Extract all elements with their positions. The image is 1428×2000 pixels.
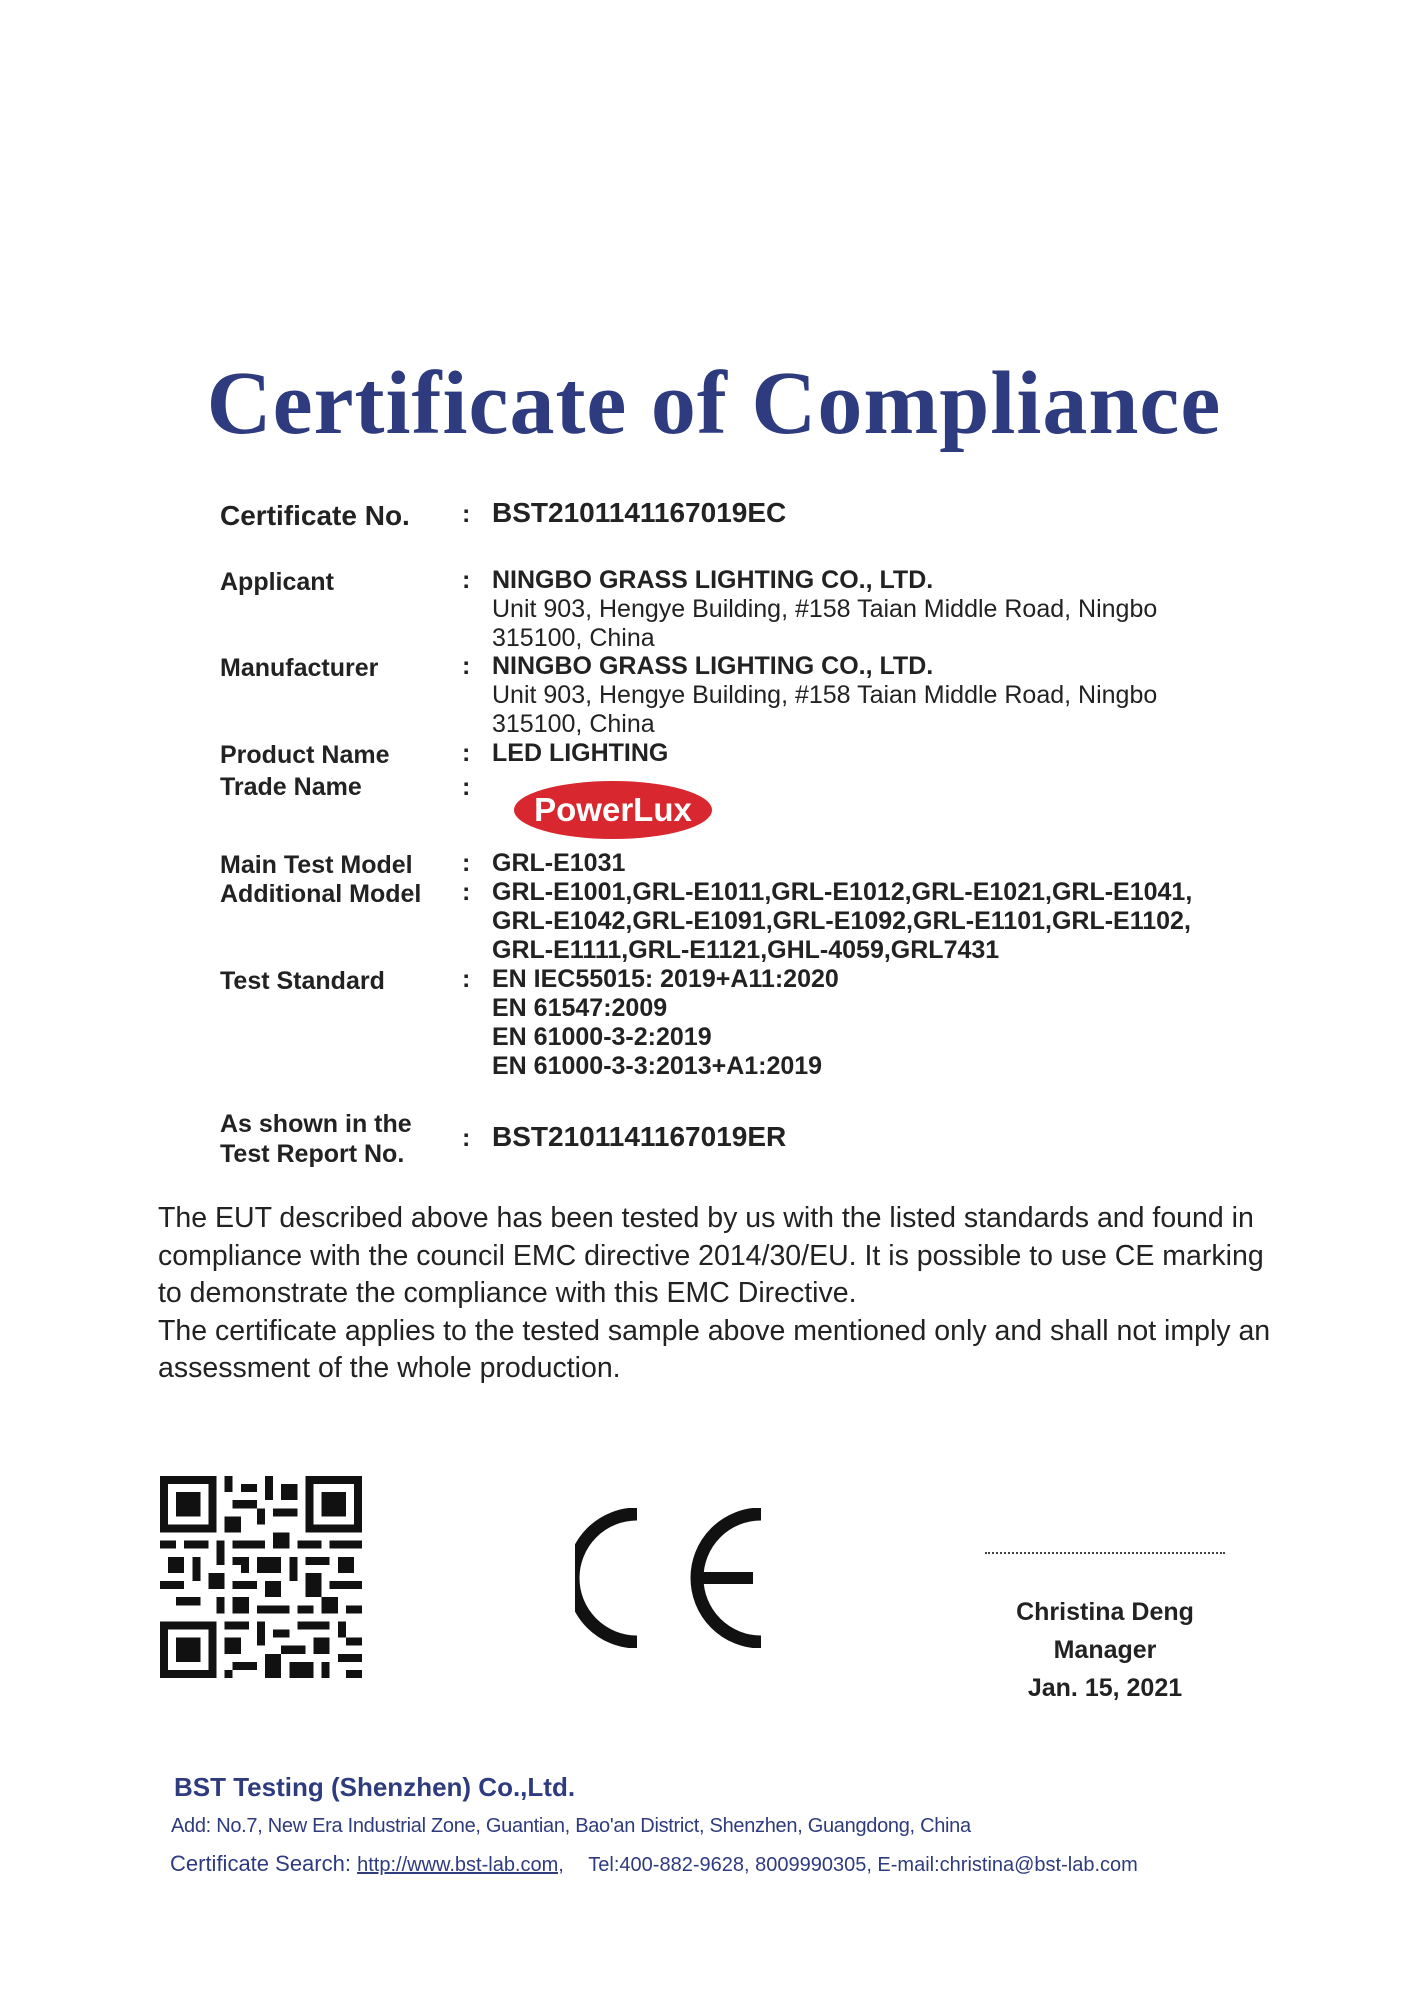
signature-date: Jan. 15, 2021 (1027, 1674, 1183, 1702)
signature-line (985, 1552, 1225, 1554)
qr-code-icon (160, 1476, 362, 1678)
main-test-model-value: GRL-E1031 (492, 849, 626, 877)
colon: : (462, 566, 471, 594)
certificate-search-label: Certificate Search: (170, 1851, 351, 1876)
powerlux-logo (513, 780, 714, 840)
test-standard-line-2: EN 61547:2009 (492, 994, 668, 1022)
certificate-no-label: Certificate No. (220, 500, 410, 531)
additional-model-line-1: GRL-E1001,GRL-E1011,GRL-E1012,GRL-E1021,GRL-E1041, (492, 878, 1193, 906)
certificate-no-value: BST2101141167019EC (492, 497, 787, 528)
main-test-model-label: Main Test Model (220, 851, 413, 879)
test-standard-line-4: EN 61000-3-3:2013+A1:2019 (492, 1052, 823, 1080)
test-report-value: BST2101141167019ER (492, 1121, 787, 1152)
powerlux-logo-text: PowerLux (534, 791, 692, 828)
contact-info: Tel:400-882-9628, 8009990305, E-mail:christina@bst-lab.com (588, 1854, 1138, 1876)
colon: : (462, 849, 471, 877)
signatory-role: Manager (1053, 1636, 1157, 1664)
additional-model-line-2: GRL-E1042,GRL-E1091,GRL-E1092,GRL-E1101,GRL-E1102, (492, 907, 1191, 935)
colon: : (462, 652, 471, 680)
website-link[interactable]: http://www.bst-lab.com, (357, 1854, 564, 1876)
statement-paragraph-2: The certificate applies to the tested sample above mentioned only and shall not imply an assessment of the whole production. (158, 1314, 1271, 1384)
colon: : (462, 878, 471, 906)
product-name-label: Product Name (220, 741, 390, 769)
applicant-name: NINGBO GRASS LIGHTING CO., LTD. (492, 566, 934, 594)
additional-model-label: Additional Model (220, 880, 422, 908)
statement-paragraph-1: The EUT described above has been tested by us with the listed standards and found in compliance with the council EMC directive 2014/30/EU. It is possible to use CE marking to demonstrate the compliance with this EMC Directive. (158, 1202, 1264, 1309)
compliance-statement (158, 1200, 1288, 1388)
test-report-label-line-1: As shown in the (220, 1110, 412, 1138)
applicant-address-line-1: Unit 903, Hengye Building, #158 Taian Middle Road, Ningbo (492, 595, 1158, 623)
product-name-value: LED LIGHTING (492, 739, 669, 767)
test-standard-label: Test Standard (220, 967, 385, 995)
testing-company-name: BST Testing (Shenzhen) Co.,Ltd. (174, 1772, 576, 1802)
manufacturer-name: NINGBO GRASS LIGHTING CO., LTD. (492, 652, 934, 680)
manufacturer-label: Manufacturer (220, 654, 379, 682)
manufacturer-address-line-1: Unit 903, Hengye Building, #158 Taian Middle Road, Ningbo (492, 681, 1158, 709)
applicant-label: Applicant (220, 568, 334, 596)
colon: : (462, 773, 471, 801)
test-standard-line-1: EN IEC55015: 2019+A11:2020 (492, 965, 839, 993)
colon: : (462, 965, 471, 993)
additional-model-line-3: GRL-E1111,GRL-E1121,GHL-4059,GRL7431 (492, 936, 1000, 964)
signatory-name: Christina Deng (1016, 1598, 1194, 1626)
test-report-label-line-2: Test Report No. (220, 1140, 405, 1168)
colon: : (462, 500, 471, 528)
certificate-title: Certificate of Compliance (206, 354, 1222, 453)
testing-company-address: Add: No.7, New Era Industrial Zone, Guantian, Bao'an District, Shenzhen, Guangdong, China (171, 1815, 971, 1837)
ce-mark-icon (575, 1508, 775, 1648)
applicant-address-line-2: 315100, China (492, 624, 655, 652)
manufacturer-address-line-2: 315100, China (492, 710, 655, 738)
colon: : (462, 739, 471, 767)
certificate-search (170, 1851, 1138, 1877)
test-standard-line-3: EN 61000-3-2:2019 (492, 1023, 712, 1051)
colon: : (462, 1124, 471, 1152)
trade-name-label: Trade Name (220, 773, 362, 801)
